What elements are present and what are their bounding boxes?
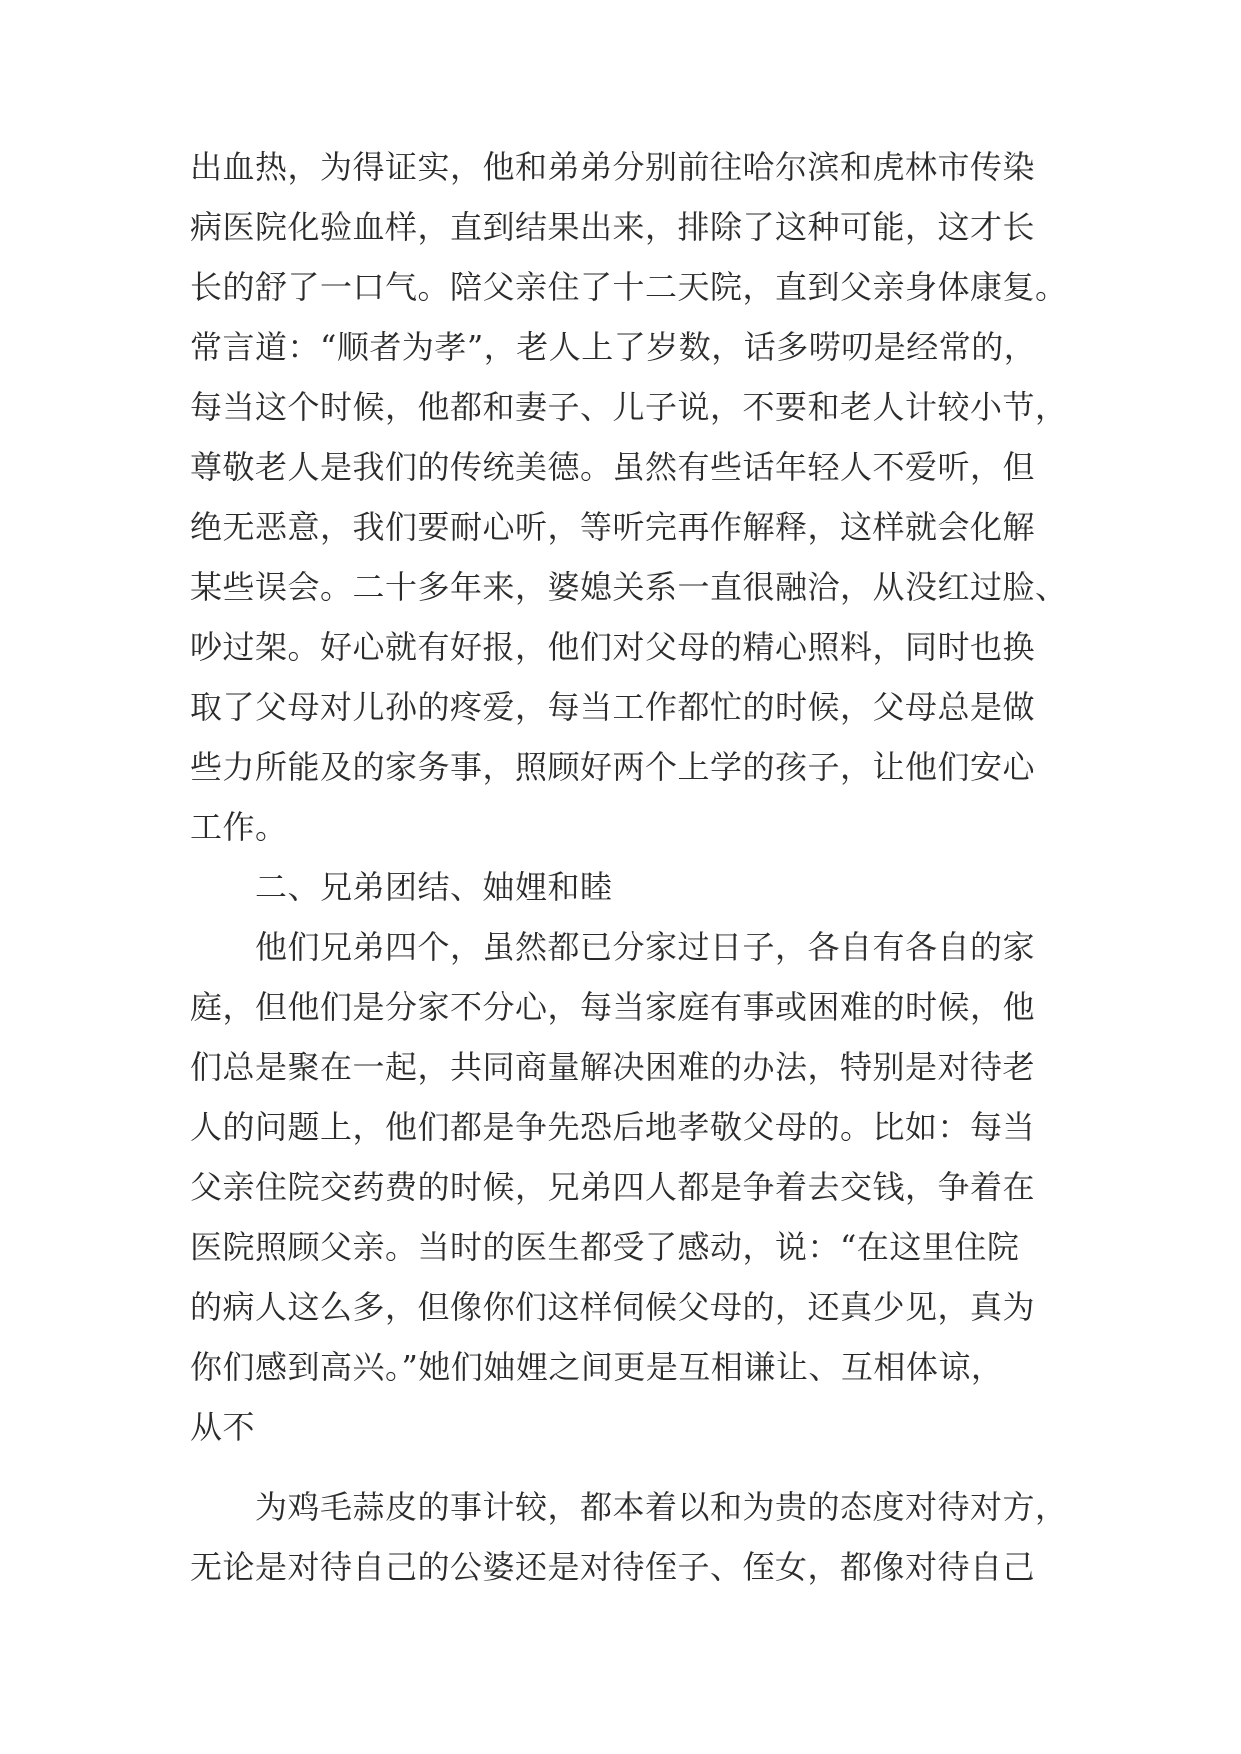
text-line: 父亲住院交药费的时候，兄弟四人都是争着去交钱，争着在 bbox=[190, 1168, 1036, 1206]
text-line: 绝无恶意，我们要耐心听，等听完再作解释，这样就会化解 bbox=[190, 508, 1036, 546]
text-line: 常言道：“顺者为孝”，老人上了岁数，话多唠叨是经常的， bbox=[190, 328, 1037, 366]
text-line: 医院照顾父亲。当时的医生都受了感动，说：“在这里住院 bbox=[190, 1228, 1020, 1266]
text-line: 取了父母对儿孙的疼爱，每当工作都忙的时候，父母总是做 bbox=[190, 688, 1036, 726]
text-line: 每当这个时候，他都和妻子、儿子说，不要和老人计较小节， bbox=[190, 388, 1068, 426]
text-line: 你们感到高兴。”她们妯娌之间更是互相谦让、互相体谅， bbox=[190, 1348, 1004, 1386]
text-line: 病医院化验血样，直到结果出来，排除了这种可能，这才长 bbox=[190, 208, 1036, 246]
text-line: 些力所能及的家务事，照顾好两个上学的孩子，让他们安心 bbox=[190, 748, 1036, 786]
text-line: 长的舒了一口气。陪父亲住了十二天院，直到父亲身体康复。 bbox=[190, 268, 1068, 306]
text-line: 为鸡毛蒜皮的事计较，都本着以和为贵的态度对待对方， bbox=[255, 1488, 1068, 1526]
text-line: 的病人这么多，但像你们这样伺候父母的，还真少见，真为 bbox=[190, 1288, 1036, 1326]
text-line: 尊敬老人是我们的传统美德。虽然有些话年轻人不爱听，但 bbox=[190, 448, 1036, 486]
text-line: 无论是对待自己的公婆还是对待侄子、侄女，都像对待自己 bbox=[190, 1548, 1036, 1586]
text-line: 他们兄弟四个，虽然都已分家过日子，各自有各自的家 bbox=[255, 928, 1036, 966]
text-line: 人的问题上，他们都是争先恐后地孝敬父母的。比如：每当 bbox=[190, 1108, 1036, 1146]
text-line: 从不 bbox=[190, 1408, 256, 1446]
text-line: 吵过架。好心就有好报，他们对父母的精心照料，同时也换 bbox=[190, 628, 1036, 666]
text-line: 出血热，为得证实，他和弟弟分别前往哈尔滨和虎林市传染 bbox=[190, 148, 1036, 186]
text-line: 们总是聚在一起，共同商量解决困难的办法，特别是对待老 bbox=[190, 1048, 1036, 1086]
section-heading: 二、兄弟团结、妯娌和睦 bbox=[255, 868, 613, 906]
text-line: 某些误会。二十多年来，婆媳关系一直很融洽，从没红过脸、 bbox=[190, 568, 1068, 606]
text-line: 庭，但他们是分家不分心，每当家庭有事或困难的时候，他 bbox=[190, 988, 1036, 1026]
text-line: 工作。 bbox=[190, 808, 288, 846]
